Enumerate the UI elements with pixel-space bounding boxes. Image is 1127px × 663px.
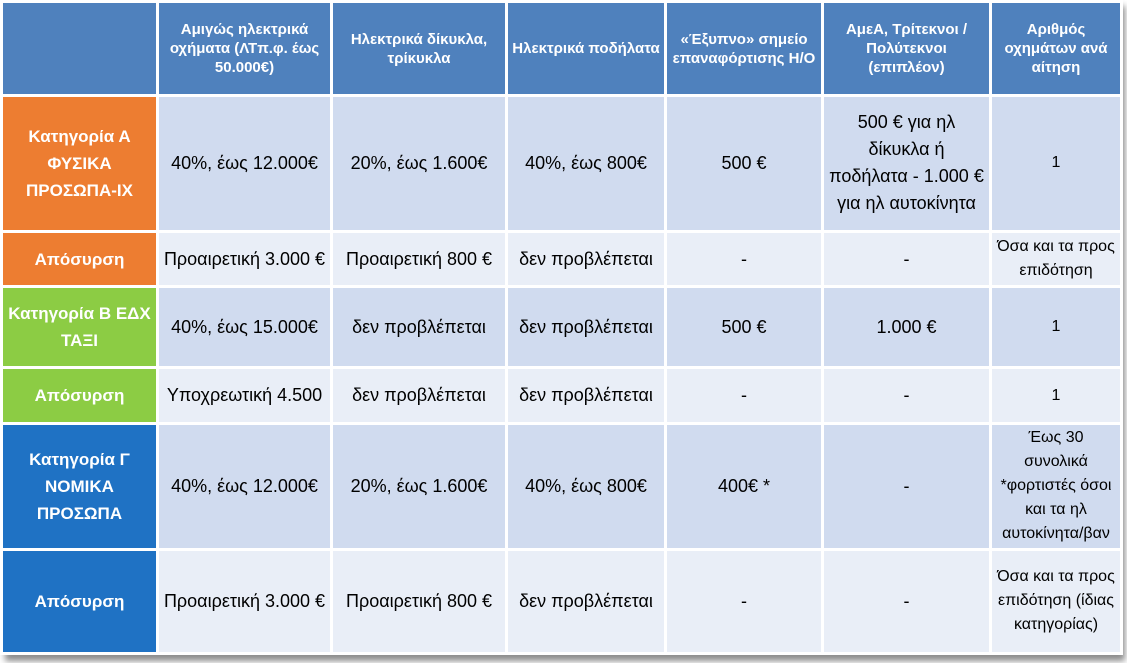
cell-smart-charger: - (666, 549, 823, 653)
cell-smart-charger: - (666, 231, 823, 287)
header-row (2, 2, 1122, 96)
cell-smart-charger: - (666, 368, 823, 424)
cell-bev: Προαιρετική 3.000 € (158, 231, 332, 287)
header-smart-charger: «Έξυπνο» σημείο επαναφόρτισης Η/Ο (666, 2, 823, 96)
cell-disabled-large-families: - (823, 424, 991, 550)
cell-disabled-large-families: 1.000 € (823, 287, 991, 368)
cell-ebikes: δεν προβλέπεται (507, 549, 666, 653)
header-bev: Αμιγώς ηλεκτρικά οχήματα (ΛΤπ.φ. έως 50.000€) (158, 2, 332, 96)
row-label-scrappage-b: Απόσυρση (2, 368, 158, 424)
table-row-category-c (2, 424, 1122, 550)
cell-disabled-large-families: - (823, 231, 991, 287)
header-corner-cell (2, 2, 158, 96)
cell-ebikes: δεν προβλέπεται (507, 368, 666, 424)
cell-disabled-large-families: - (823, 549, 991, 653)
cell-two-three-wheelers: δεν προβλέπεται (332, 368, 507, 424)
table-row-category-a-scrappage (2, 231, 1122, 287)
header-two-three-wheelers: Ηλεκτρικά δίκυκλα, τρίκυκλα (332, 2, 507, 96)
cell-smart-charger: 500 € (666, 287, 823, 368)
cell-vehicles-per-application: Όσα και τα προς επιδότηση (ίδιας κατηγορίας) (991, 549, 1122, 653)
cell-vehicles-per-application: Όσα και τα προς επιδότηση (991, 231, 1122, 287)
cell-two-three-wheelers: 20%, έως 1.600€ (332, 96, 507, 232)
cell-bev: 40%, έως 12.000€ (158, 96, 332, 232)
cell-vehicles-per-application: Έως 30 συνολικά *φορτιστές όσοι και τα ηλ αυτοκίνητα/βαν (991, 424, 1122, 550)
cell-two-three-wheelers: 20%, έως 1.600€ (332, 424, 507, 550)
cell-two-three-wheelers: Προαιρετική 800 € (332, 231, 507, 287)
table-row-category-b-scrappage (2, 368, 1122, 424)
cell-ebikes: 40%, έως 800€ (507, 96, 666, 232)
cell-bev: 40%, έως 12.000€ (158, 424, 332, 550)
header-vehicles-per-application: Αριθμός οχημάτων ανά αίτηση (991, 2, 1122, 96)
cell-vehicles-per-application: 1 (991, 96, 1122, 232)
cell-vehicles-per-application: 1 (991, 368, 1122, 424)
cell-two-three-wheelers: Προαιρετική 800 € (332, 549, 507, 653)
row-label-category-b: Κατηγορία Β ΕΔΧ ΤΑΞΙ (2, 287, 158, 368)
row-label-category-a: Κατηγορία Α ΦΥΣΙΚΑ ΠΡΟΣΩΠΑ-ΙΧ (2, 96, 158, 232)
cell-bev: Υποχρεωτική 4.500 (158, 368, 332, 424)
cell-two-three-wheelers: δεν προβλέπεται (332, 287, 507, 368)
cell-bev: 40%, έως 15.000€ (158, 287, 332, 368)
row-label-scrappage-a: Απόσυρση (2, 231, 158, 287)
cell-disabled-large-families: - (823, 368, 991, 424)
header-disabled-large-families: ΑμεΑ, Τρίτεκνοι / Πολύτεκνοι (επιπλέον) (823, 2, 991, 96)
table-row-category-b (2, 287, 1122, 368)
cell-vehicles-per-application: 1 (991, 287, 1122, 368)
table-row-category-a (2, 96, 1122, 232)
row-label-scrappage-c: Απόσυρση (2, 549, 158, 653)
header-ebikes: Ηλεκτρικά ποδήλατα (507, 2, 666, 96)
cell-smart-charger: 400€ * (666, 424, 823, 550)
cell-smart-charger: 500 € (666, 96, 823, 232)
cell-bev: Προαιρετική 3.000 € (158, 549, 332, 653)
cell-ebikes: δεν προβλέπεται (507, 287, 666, 368)
table-row-category-c-scrappage (2, 549, 1122, 653)
cell-ebikes: δεν προβλέπεται (507, 231, 666, 287)
row-label-category-c: Κατηγορία Γ ΝΟΜΙΚΑ ΠΡΟΣΩΠΑ (2, 424, 158, 550)
cell-disabled-large-families: 500 € για ηλ δίκυκλα ή ποδήλατα - 1.000 € για ηλ αυτοκίνητα (823, 96, 991, 232)
cell-ebikes: 40%, έως 800€ (507, 424, 666, 550)
